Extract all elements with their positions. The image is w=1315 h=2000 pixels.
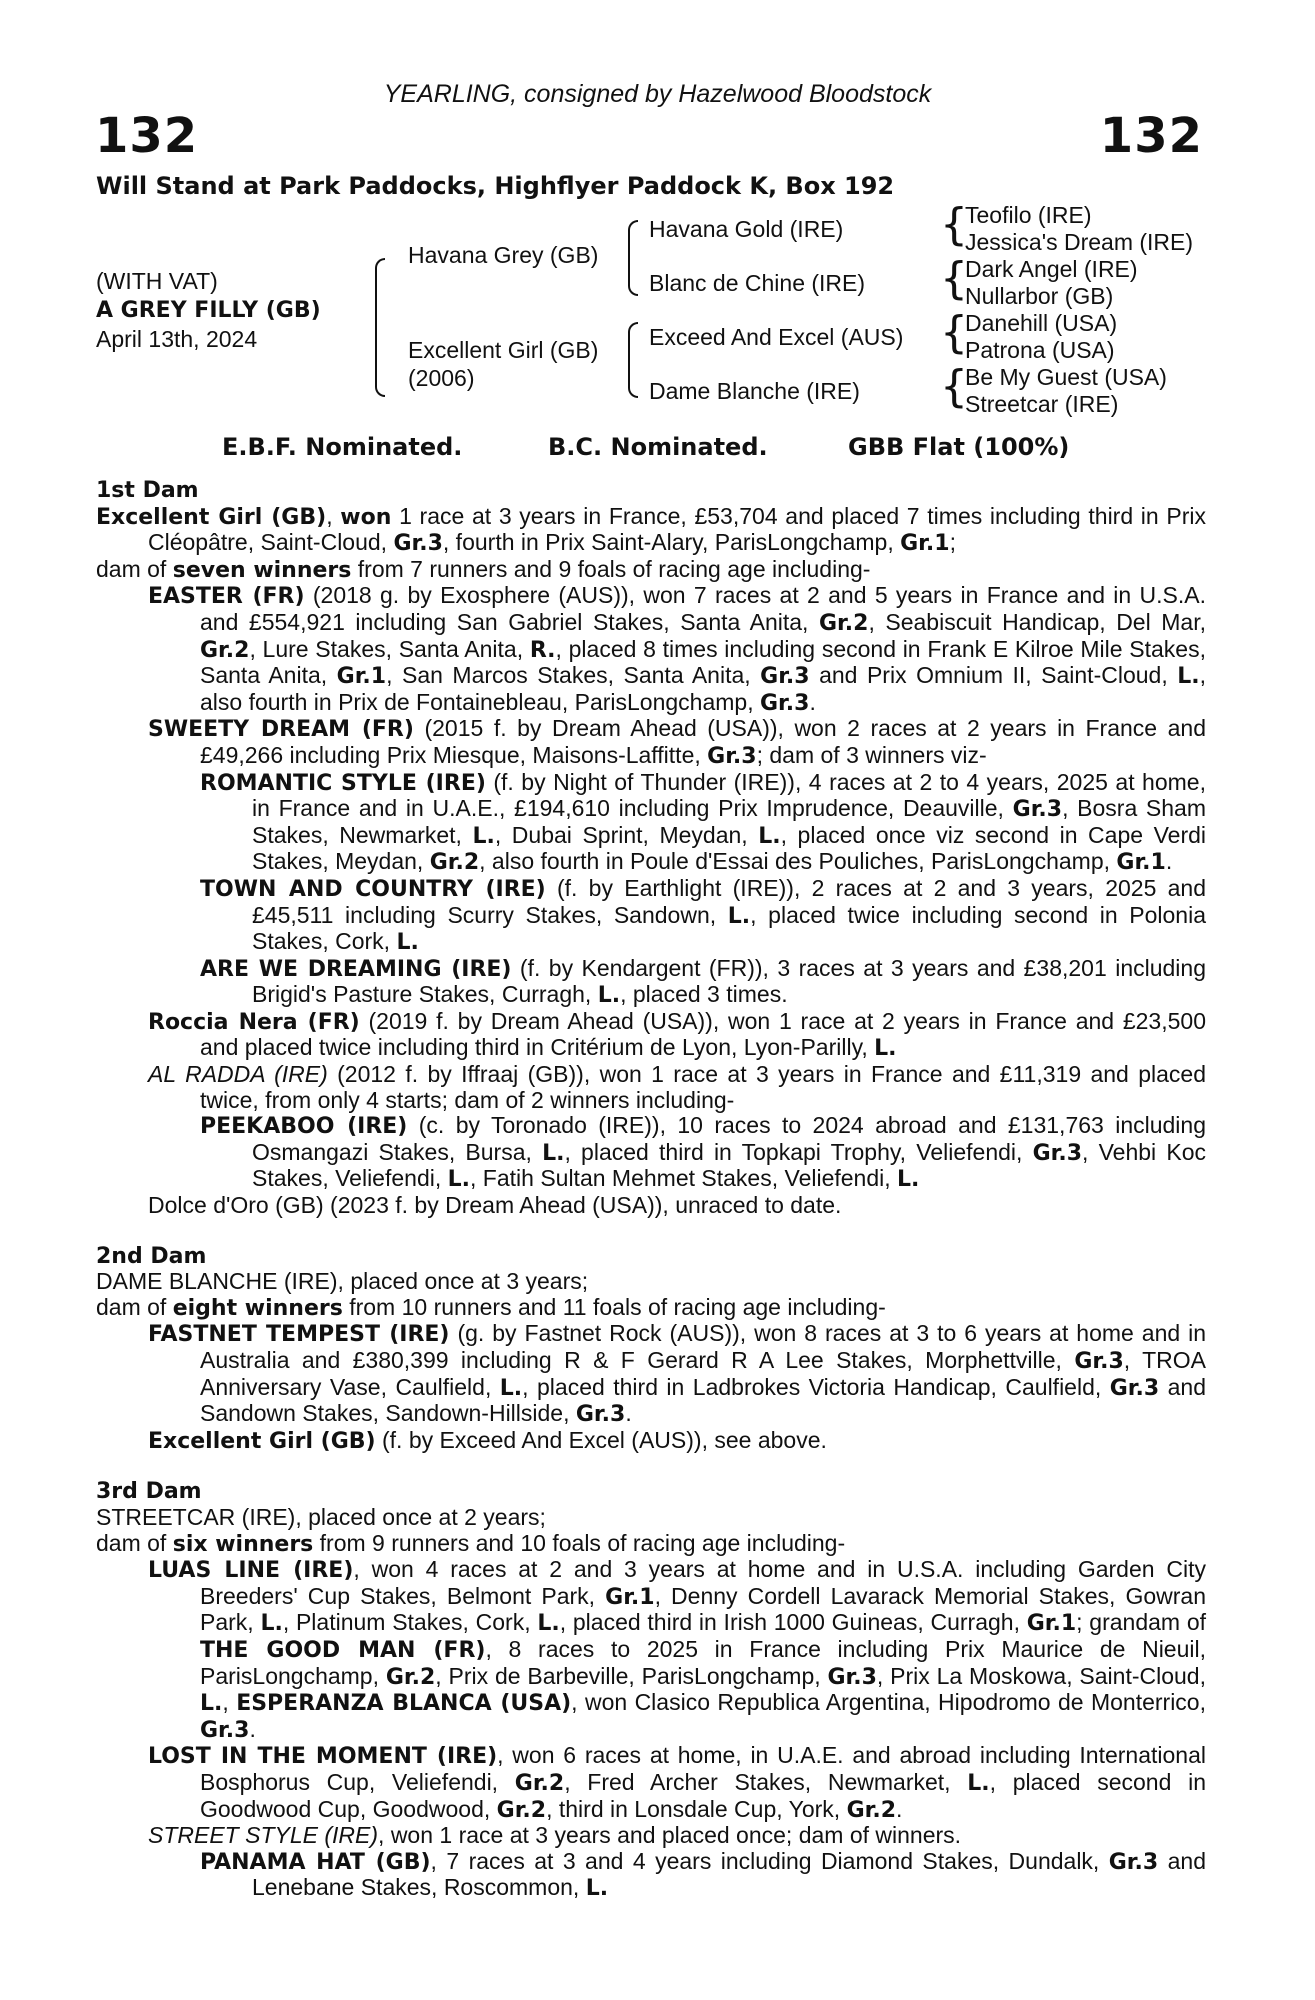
vat-label: (WITH VAT) xyxy=(96,268,218,294)
sire-sire: Havana Gold (IRE) xyxy=(649,216,844,242)
sire-dam: Blanc de Chine (IRE) xyxy=(649,270,866,296)
nomination-ebf: E.B.F. Nominated. xyxy=(222,433,463,461)
catalogue-body xyxy=(96,478,1206,1902)
curly-brace-3: { xyxy=(940,307,968,358)
ggp-4: Nullarbor (GB) xyxy=(965,283,1114,309)
third-dam-entry: STREETCAR (IRE), placed once at 2 years; xyxy=(96,1503,546,1530)
ggp-6: Patrona (USA) xyxy=(965,337,1115,363)
second-dam-produce-summary: dam of eight winners from 10 runners and 11 foals of racing age including- xyxy=(96,1293,886,1321)
dam-year: (2006) xyxy=(408,365,475,391)
horse-name: A GREY FILLY (GB) xyxy=(96,298,321,323)
lot-number-right: 132 xyxy=(1099,108,1203,164)
ggp-2: Jessica's Dream (IRE) xyxy=(965,229,1194,255)
ggp-8: Streetcar (IRE) xyxy=(965,391,1119,417)
horse-dob: April 13th, 2024 xyxy=(96,326,258,352)
curly-brace-1: { xyxy=(940,199,968,250)
consignor-line: YEARLING, consigned by Hazelwood Bloodstock xyxy=(383,80,932,108)
ggp-5: Danehill (USA) xyxy=(965,310,1118,336)
dam-dam: Dame Blanche (IRE) xyxy=(649,378,860,404)
third-dam-produce-summary: dam of six winners from 9 runners and 10 foals of racing age including- xyxy=(96,1529,846,1557)
sire: Havana Grey (GB) xyxy=(408,242,599,268)
lot-number-left: 132 xyxy=(95,108,199,164)
dam-entry: Excellent Girl (GB), won 1 race at 3 years in France, £53,704 and placed 7 times including third in Prix Cléopâtre, Saint-Cloud, Gr.3, fourth in Prix Saint-Alary, ParisLongchamp, Gr.1; xyxy=(96,502,1206,557)
dam: Excellent Girl (GB) xyxy=(408,337,599,363)
pedigree-brace-main xyxy=(375,258,385,397)
second-dam-entry: DAME BLANCHE (IRE), placed once at 3 years; xyxy=(96,1268,589,1295)
section-heading-3rd-dam: 3rd Dam xyxy=(96,1479,202,1505)
ggp-1: Teofilo (IRE) xyxy=(965,202,1092,228)
produce-excellent-girl: Excellent Girl (GB) (f. by Exceed And Excel (AUS)), see above. xyxy=(148,1426,827,1454)
nomination-gbb: GBB Flat (100%) xyxy=(848,433,1070,461)
produce-sweety-dream: SWEETY DREAM (FR) (2015 f. by Dream Ahead (USA)), won 2 races at 2 years in France and £49,266 including Prix Miesque, Maisons-Laffitte, Gr.3; dam of 3 winners viz- xyxy=(148,715,1206,769)
section-heading-1st-dam: 1st Dam xyxy=(96,478,199,503)
produce-dolce-doro: Dolce d'Oro (GB) (2023 f. by Dream Ahead (USA)), unraced to date. xyxy=(148,1192,842,1219)
ggp-3: Dark Angel (IRE) xyxy=(965,256,1138,282)
pedigree-brace-dam xyxy=(628,322,638,398)
curly-brace-2: { xyxy=(940,253,968,304)
produce-street-style: STREET STYLE (IRE), won 1 race at 3 years and placed once; dam of winners. xyxy=(148,1822,962,1849)
nomination-bc: B.C. Nominated. xyxy=(548,433,768,461)
produce-fastnet-tempest: FASTNET TEMPEST (IRE) (g. by Fastnet Rock (AUS)), won 8 races at 3 to 6 years at home and in Australia and £380,399 including R & F Gerard R A Lee Stakes, Morphettville, Gr.3, TROA Anniversary Vase, Caulfield, L., placed third in Ladbrokes Victoria Handicap, Caulfield, Gr.3 and Sandown Stakes, Sandown-Hillside, Gr.3. xyxy=(148,1320,1207,1428)
produce-romantic-style: ROMANTIC STYLE (IRE) (f. by Night of Thunder (IRE)), 4 races at 2 to 4 years, 2025 at home, in France and in U.A.E., £194,610 including Prix Imprudence, Deauville, Gr.3, Bosra Sham Stakes, Newmarket, L., Dubai Sprint, Meydan, L., placed once viz second in Cape Verdi Stakes, Meydan, Gr.2, also fourth in Poule d'Essai des Pouliches, ParisLongchamp, Gr.1. xyxy=(200,768,1207,876)
produce-easter: EASTER (FR) (2018 g. by Exosphere (AUS)), won 7 races at 2 and 5 years in France and in U.S.A. and £554,921 including San Gabriel Stakes, Santa Anita, Gr.2, Seabiscuit Handicap, Del Mar, Gr.2, Lure Stakes, Santa Anita, R., placed 8 times including second in Frank E Kilroe Mile Stakes, Santa Anita, Gr.1, San Marcos Stakes, Santa Anita, Gr.3 and Prix Omnium II, Saint-Cloud, L., also fourth in Prix de Fontainebleau, ParisLongchamp, Gr.3. xyxy=(148,582,1206,716)
produce-luas-line: LUAS LINE (IRE), won 4 races at 2 and 3 years at home and in U.S.A. including Garden City Breeders' Cup Stakes, Belmont Park, Gr.1, Denny Cordell Lavarack Memorial Stakes, Gowran Park, L., Platinum Stakes, Cork, L., placed third in Irish 1000 Guineas, Curragh, Gr.1; grandam of THE GOOD MAN (FR), 8 races to 2025 in France including Prix Maurice de Nieuil, ParisLongchamp, Gr.2, Prix de Barbeville, ParisLongchamp, Gr.3, Prix La Moskowa, Saint-Cloud, L., ESPERANZA BLANCA (USA), won Clasico Republica Argentina, Hipodromo de Monterrico, Gr.3. xyxy=(148,1556,1207,1743)
pedigree-brace-sire xyxy=(628,220,638,296)
curly-brace-4: { xyxy=(940,361,968,412)
produce-panama-hat: PANAMA HAT (GB), 7 races at 3 and 4 years including Diamond Stakes, Dundalk, Gr.3 and Lenebane Stakes, Roscommon, L. xyxy=(200,1847,1206,1902)
produce-peekaboo: PEEKABOO (IRE) (c. by Toronado (IRE)), 10 races to 2024 abroad and £131,763 including Osmangazi Stakes, Bursa, L., placed third in Topkapi Trophy, Veliefendi, Gr.3, Vehbi Koc Stakes, Veliefendi, L., Fatih Sultan Mehmet Stakes, Veliefendi, L. xyxy=(200,1112,1206,1193)
stand-location: Will Stand at Park Paddocks, Highflyer Paddock K, Box 192 xyxy=(96,172,895,200)
produce-roccia-nera: Roccia Nera (FR) (2019 f. by Dream Ahead (USA)), won 1 race at 2 years in France and £23,500 and placed twice including third in Critérium de Lyon, Lyon-Parilly, L. xyxy=(148,1007,1206,1062)
produce-town-and-country: TOWN AND COUNTRY (IRE) (f. by Earthlight (IRE)), 2 races at 2 and 3 years, 2025 and £45,511 including Scurry Stakes, Sandown, L., placed twice including second in Polonia Stakes, Cork, L. xyxy=(200,874,1207,956)
section-heading-2nd-dam: 2nd Dam xyxy=(96,1243,207,1269)
produce-lost-in-the-moment: LOST IN THE MOMENT (IRE), won 6 races at home, in U.A.E. and abroad including International Bosphorus Cup, Veliefendi, Gr.2, Fred Archer Stakes, Newmarket, L., placed second in Goodwood Cup, Goodwood, Gr.2, third in Lonsdale Cup, York, Gr.2. xyxy=(148,1742,1206,1823)
dam-sire: Exceed And Excel (AUS) xyxy=(649,324,904,350)
ggp-7: Be My Guest (USA) xyxy=(965,364,1167,390)
dam-produce-summary: dam of seven winners from 7 runners and 9 foals of racing age including- xyxy=(96,555,871,583)
produce-are-we-dreaming: ARE WE DREAMING (IRE) (f. by Kendargent (FR)), 3 races at 3 years and £38,201 including Brigid's Pasture Stakes, Curragh, L., placed 3 times. xyxy=(200,954,1206,1009)
produce-al-radda: AL RADDA (IRE) (2012 f. by Iffraaj (GB)), won 1 race at 3 years in France and £11,319 and placed twice, from only 4 starts; dam of 2 winners including- xyxy=(148,1061,1206,1113)
